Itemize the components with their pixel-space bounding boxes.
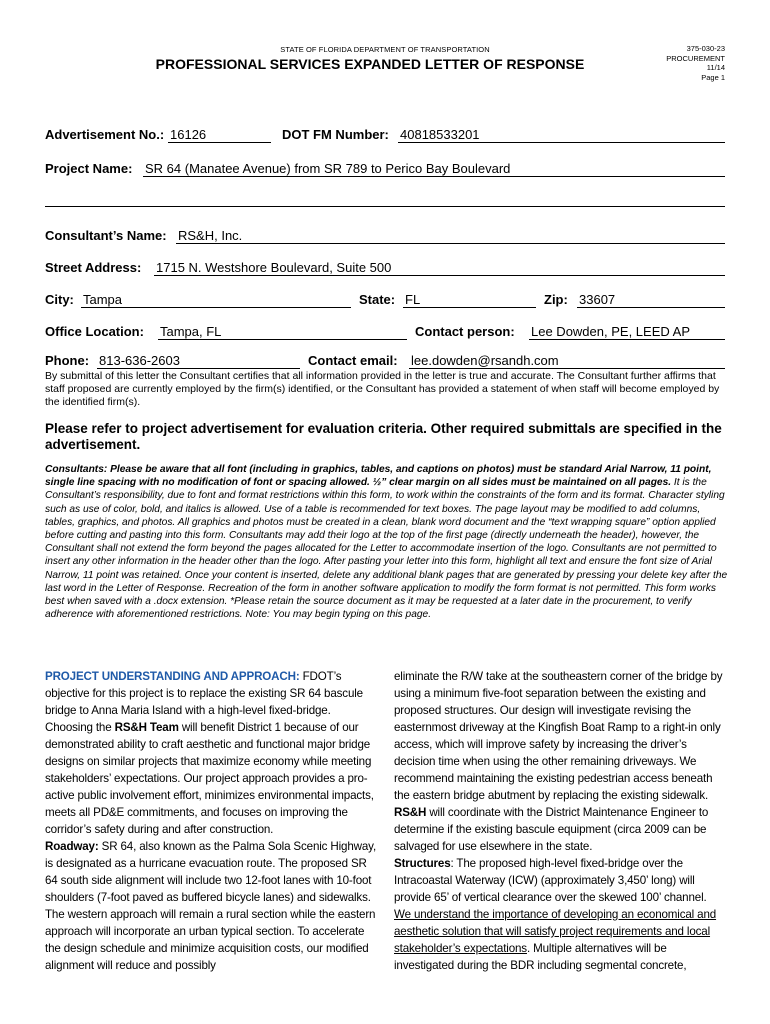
project-name-field[interactable]: SR 64 (Manatee Avenue) from SR 789 to Perico Bay Boulevard	[143, 161, 725, 177]
phone-label: Phone:	[45, 353, 90, 368]
office-label: Office Location:	[45, 324, 144, 339]
notice-bold: Consultants: Please be aware that all font (including in graphics, tables, and captions on photos) must be standard Arial Narrow, 11 point, single line spacing with no modification of font or spacing allowed. ½” clear margin on all sides must be maintained on all pages.	[45, 464, 712, 489]
roadway-label: Roadway:	[45, 840, 99, 853]
rsh-name: RS&H	[394, 806, 427, 819]
body-right-column	[394, 668, 726, 974]
body-left-column	[45, 668, 377, 974]
contact-field[interactable]: Lee Dowden, PE, LEED AP	[529, 324, 725, 340]
underlined-statement: We understand the importance of developing an economical and aesthetic solution that will satisfy project requirements and local stakeholder’s expectations	[394, 908, 717, 955]
advertisement-label: Advertisement No.:	[45, 127, 165, 142]
form-revision: 11/14	[706, 63, 725, 72]
zip-label: Zip:	[544, 292, 568, 307]
project-name-row	[45, 161, 725, 179]
agency-name: STATE OF FLORIDA DEPARTMENT OF TRANSPORTATION	[280, 45, 490, 54]
right-paragraph-a: eliminate the R/W take at the southeastern corner of the bridge by using a minimum five-foot separation between the existing and proposed structures. Our design will investigate revising the easternmost driveway at the Kingfish Boat Ramp to a right-in only access, which will improve safety by increasing the driver’s decision time when using the other remaining driveways. We recommend maintaining the existing pedestrian access beneath the eastern bridge abutment by replacing the existing sidewalk.	[394, 670, 723, 802]
body-intro-a: FDOT’s objective for this project is to replace the existing SR 64 bascule bridge to Anna Maria Island with a high-level fixed-bridge. Choosing the	[45, 670, 363, 734]
phone-email-row	[45, 353, 725, 371]
certification-text: By submittal of this letter the Consultant certifies that all information provided in the letter is true and accurate. The Consultant further affirms that staff proposed are currently employed by the firm(s) identified, or the Consultant has provided a statement of when staff will become employed by the identified firm(s).	[45, 370, 720, 408]
dot-fm-label: DOT FM Number:	[282, 127, 389, 142]
roadway-text: SR 64, also known as the Palma Sola Scenic Highway, is designated as a hurricane evacuation route. The proposed SR 64 south side alignment will include two 12-foot lanes with 10-foot shoulders (7-foot paved as buffered bicycle lanes) and sidewalks. The western approach will remain a rural section while the eastern approach will incorporate an urban typical section. To accelerate the design schedule and minimize acquisition costs, our modified alignment will reduce and possibly	[45, 840, 377, 972]
zip-field[interactable]: 33607	[577, 292, 725, 308]
state-field[interactable]: FL	[403, 292, 536, 308]
phone-field[interactable]: 813-636-2603	[97, 353, 300, 369]
form-title: PROFESSIONAL SERVICES EXPANDED LETTER OF RESPONSE	[155, 56, 585, 72]
right-paragraph-b: will coordinate with the District Maintenance Engineer to determine if the existing bascule equipment (circa 2009 can be salvaged for use elsewhere in the state.	[394, 806, 709, 853]
city-field[interactable]: Tampa	[81, 292, 351, 308]
form-category: PROCUREMENT	[666, 53, 725, 63]
dot-fm-field[interactable]: 40818533201	[398, 127, 725, 143]
form-number: 375-030-23	[686, 44, 725, 53]
structures-label: Structures	[394, 857, 451, 870]
office-field[interactable]: Tampa, FL	[158, 324, 407, 340]
form-meta	[666, 44, 725, 82]
street-field[interactable]: 1715 N. Westshore Boulevard, Suite 500	[154, 260, 725, 276]
advertisement-row	[45, 127, 725, 145]
city-state-zip-row	[45, 292, 725, 310]
evaluation-criteria-note: Please refer to project advertisement for evaluation criteria. Other required submittals are specified in the advertisement.	[45, 421, 722, 452]
formatting-notice	[45, 463, 730, 621]
email-label: Contact email:	[308, 353, 398, 368]
page-number: Page 1	[701, 72, 725, 82]
consultant-row	[45, 228, 725, 246]
advertisement-field[interactable]: 16126	[168, 127, 271, 143]
structures-text: : The proposed high-level fixed-bridge over the Intracoastal Waterway (ICW) (approximately 3,450’ long) will provide 65’ of vertical clearance over the skewed 100’ channel.	[394, 857, 707, 904]
consultant-field[interactable]: RS&H, Inc.	[176, 228, 725, 244]
project-name-label: Project Name:	[45, 161, 133, 176]
street-row	[45, 260, 725, 278]
team-name: RS&H Team	[114, 721, 179, 734]
body-intro-b: will benefit District 1 because of our demonstrated ability to craft aesthetic and functional major bridge designs on similar projects that maximize economy while meeting stakeholders’ expectations. Our project approach provides a pro-active public involvement effort, minimizes environmental impacts, meets all PD&E commitments, and focuses on improving the corridor’s safety during and after construction.	[45, 721, 374, 836]
street-label: Street Address:	[45, 260, 142, 275]
structures-end: . Multiple alternatives will be investigated during the BDR including segmental concrete,	[394, 942, 687, 972]
project-name-continuation-line[interactable]	[45, 206, 725, 207]
office-contact-row	[45, 324, 725, 342]
section-heading: PROJECT UNDERSTANDING AND APPROACH:	[45, 670, 300, 683]
contact-label: Contact person:	[415, 324, 515, 339]
notice-regular: It is the Consultant’s responsibility, due to font and format restrictions within this form, to work within the constraints of the form and its format. Character styling such as use of color, bold, and italics is allowed. Use of a table is recommended for text boxes. The page layout may be modified to add columns, tables, graphics, and photos. All graphics and photos must be created in a clean, blank word document and the “text wrapping square” option applied before cutting and pasting into this form. Consultants may add their logo at the top of the first page (directly underneath the header), however, the Consultant shall not extend the form beyond the pages allocated for the Letter to accommodate insertion of the logo. Consultants are not permitted to insert any other information in the header other than the logo. After pasting your letter into this form, highlight all text and ensure the font size of Arial Narrow, 11 point was retained. Once your content is inserted, delete any additional blank pages that are generated by pressing your delete key after the last word in the Letter of Response. Recreation of the form in another software application to modify the form format is not permitted. This form works best when saved with a .docx extension. *Please retain the source document as it may be requested at a later date in the procurement, to verify adherence with aforementioned restrictions. Note: You may begin typing on this page.	[45, 477, 728, 621]
state-label: State:	[359, 292, 396, 307]
city-label: City:	[45, 292, 74, 307]
email-field[interactable]: lee.dowden@rsandh.com	[409, 353, 725, 369]
consultant-label: Consultant’s Name:	[45, 228, 167, 243]
